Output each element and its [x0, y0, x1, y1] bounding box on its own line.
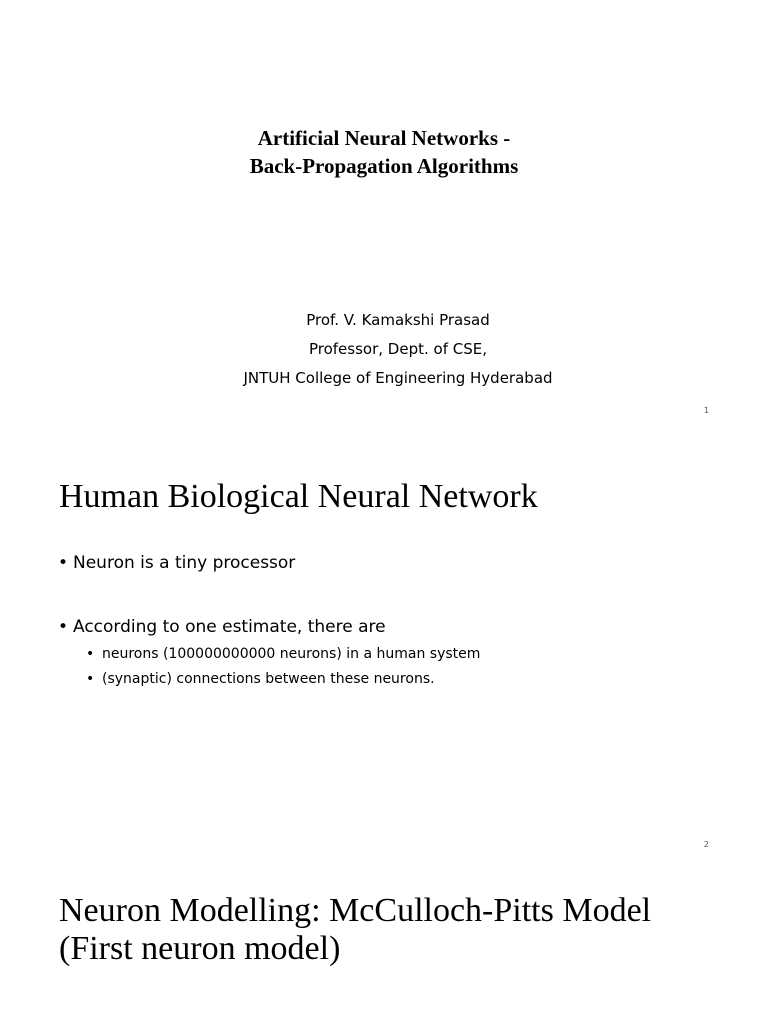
author-institution: JNTUH College of Engineering Hyderabad	[243, 369, 553, 387]
bullet-text: According to one estimate, there are	[73, 617, 386, 637]
sub-bullet-text: neurons (100000000000 neurons) in a human system	[102, 646, 481, 662]
heading-line-2: (First neuron model)	[59, 930, 341, 967]
bullet-glyph: •	[58, 553, 69, 573]
title-line-2: Back-Propagation Algorithms	[249, 154, 519, 178]
author-block	[0, 306, 768, 393]
page-number: 2	[703, 840, 709, 849]
slide-2	[0, 432, 768, 864]
bullet-item	[58, 552, 295, 574]
sub-bullet-item	[86, 669, 435, 689]
page-number: 1	[703, 406, 709, 415]
sub-bullet-item	[86, 644, 480, 664]
slide-title	[0, 124, 768, 180]
heading-line-1: Neuron Modelling: McCulloch-Pitts Model	[59, 892, 652, 929]
bullet-item	[58, 616, 386, 638]
slide-heading	[59, 892, 651, 968]
title-line-1: Artificial Neural Networks -	[257, 126, 511, 150]
bullet-glyph: •	[86, 671, 95, 687]
bullet-text: Neuron is a tiny processor	[73, 553, 296, 573]
bullet-glyph: •	[58, 617, 69, 637]
author-name: Prof. V. Kamakshi Prasad	[306, 311, 490, 329]
author-position: Professor, Dept. of CSE,	[308, 340, 487, 358]
slide-3	[0, 864, 768, 1024]
slide-1	[0, 0, 768, 432]
slide-heading: Human Biological Neural Network	[59, 478, 538, 515]
sub-bullet-text: (synaptic) connections between these neurons.	[102, 671, 435, 687]
bullet-glyph: •	[86, 646, 95, 662]
